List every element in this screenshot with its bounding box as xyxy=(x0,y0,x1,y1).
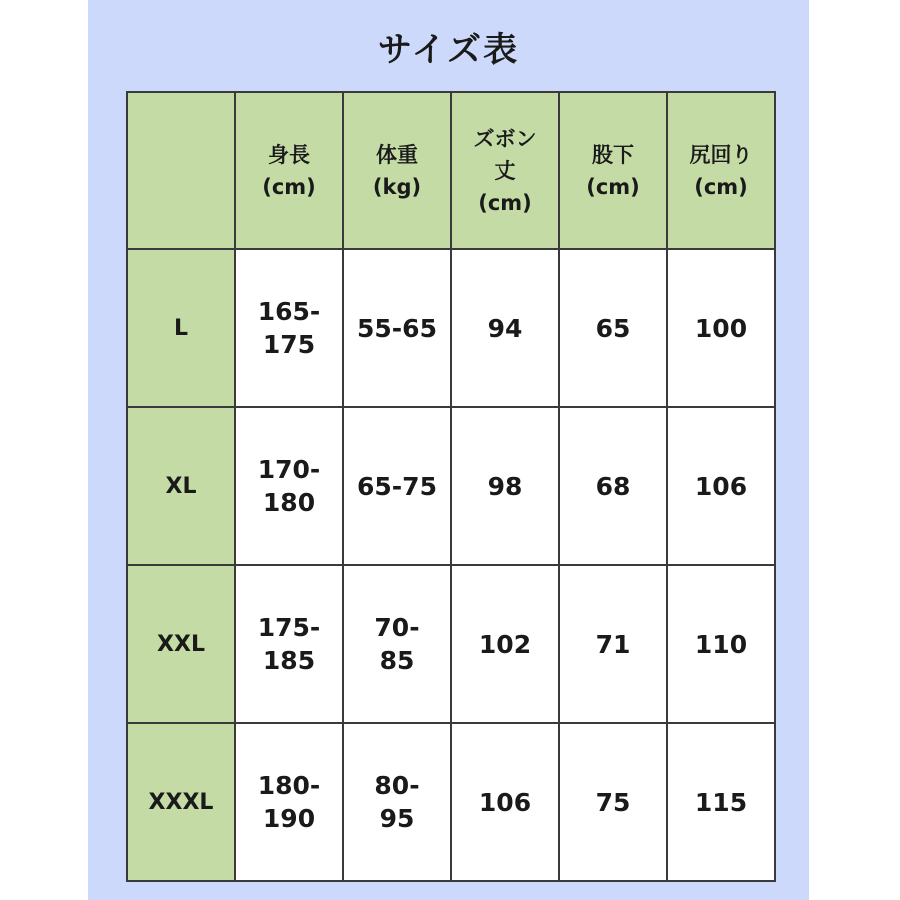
weight-value: 65-75 xyxy=(357,471,437,501)
header-unit: (cm) xyxy=(262,174,316,199)
weight-value: 80- xyxy=(374,771,420,800)
header-line: 身長 xyxy=(268,142,310,167)
weight-value: 85 xyxy=(379,646,415,675)
weight-value: 55-65 xyxy=(357,313,437,343)
weight-value: 95 xyxy=(379,804,415,833)
inseam-cell: 75 xyxy=(559,723,667,881)
height-cell xyxy=(235,723,343,881)
height-value: 180 xyxy=(262,488,316,517)
size-label: L xyxy=(127,249,235,407)
hip-cell: 100 xyxy=(667,249,775,407)
header-hip xyxy=(667,92,775,249)
size-label: XXXL xyxy=(127,723,235,881)
weight-cell xyxy=(343,249,451,407)
inseam-cell: 65 xyxy=(559,249,667,407)
height-value: 190 xyxy=(262,804,316,833)
height-value: 175 xyxy=(262,330,316,359)
hip-cell: 115 xyxy=(667,723,775,881)
weight-cell xyxy=(343,407,451,565)
corner-cell xyxy=(127,92,235,249)
pants-length-cell: 102 xyxy=(451,565,559,723)
pants-length-cell: 106 xyxy=(451,723,559,881)
height-cell xyxy=(235,407,343,565)
height-cell xyxy=(235,565,343,723)
size-table xyxy=(126,91,776,882)
inseam-cell: 71 xyxy=(559,565,667,723)
size-label: XXL xyxy=(127,565,235,723)
hip-cell: 110 xyxy=(667,565,775,723)
pants-length-cell: 94 xyxy=(451,249,559,407)
header-inseam xyxy=(559,92,667,249)
weight-cell xyxy=(343,565,451,723)
header-line: ズボン xyxy=(473,126,537,151)
header-line: 股下 xyxy=(592,142,634,167)
height-value: 180- xyxy=(257,771,321,800)
table-row-xxxl xyxy=(127,723,775,881)
header-unit: (cm) xyxy=(694,174,748,199)
height-value: 185 xyxy=(262,646,316,675)
header-line: 体重 xyxy=(376,142,418,167)
header-weight xyxy=(343,92,451,249)
weight-cell xyxy=(343,723,451,881)
height-value: 175- xyxy=(257,613,321,642)
header-unit: (cm) xyxy=(478,190,532,215)
hip-cell: 106 xyxy=(667,407,775,565)
pants-length-cell: 98 xyxy=(451,407,559,565)
header-unit: (cm) xyxy=(586,174,640,199)
header-height xyxy=(235,92,343,249)
table-row-xl xyxy=(127,407,775,565)
table-row-l xyxy=(127,249,775,407)
header-pants-length xyxy=(451,92,559,249)
height-value: 170- xyxy=(257,455,321,484)
size-label: XL xyxy=(127,407,235,565)
header-line: 尻回り xyxy=(689,142,753,167)
inseam-cell: 68 xyxy=(559,407,667,565)
header-row xyxy=(127,92,775,249)
height-cell xyxy=(235,249,343,407)
header-unit: (kg) xyxy=(372,174,422,199)
header-line: 丈 xyxy=(494,158,516,183)
page-title: サイズ表 xyxy=(377,30,520,70)
height-value: 165- xyxy=(257,297,321,326)
table-row-xxl xyxy=(127,565,775,723)
weight-value: 70- xyxy=(374,613,420,642)
